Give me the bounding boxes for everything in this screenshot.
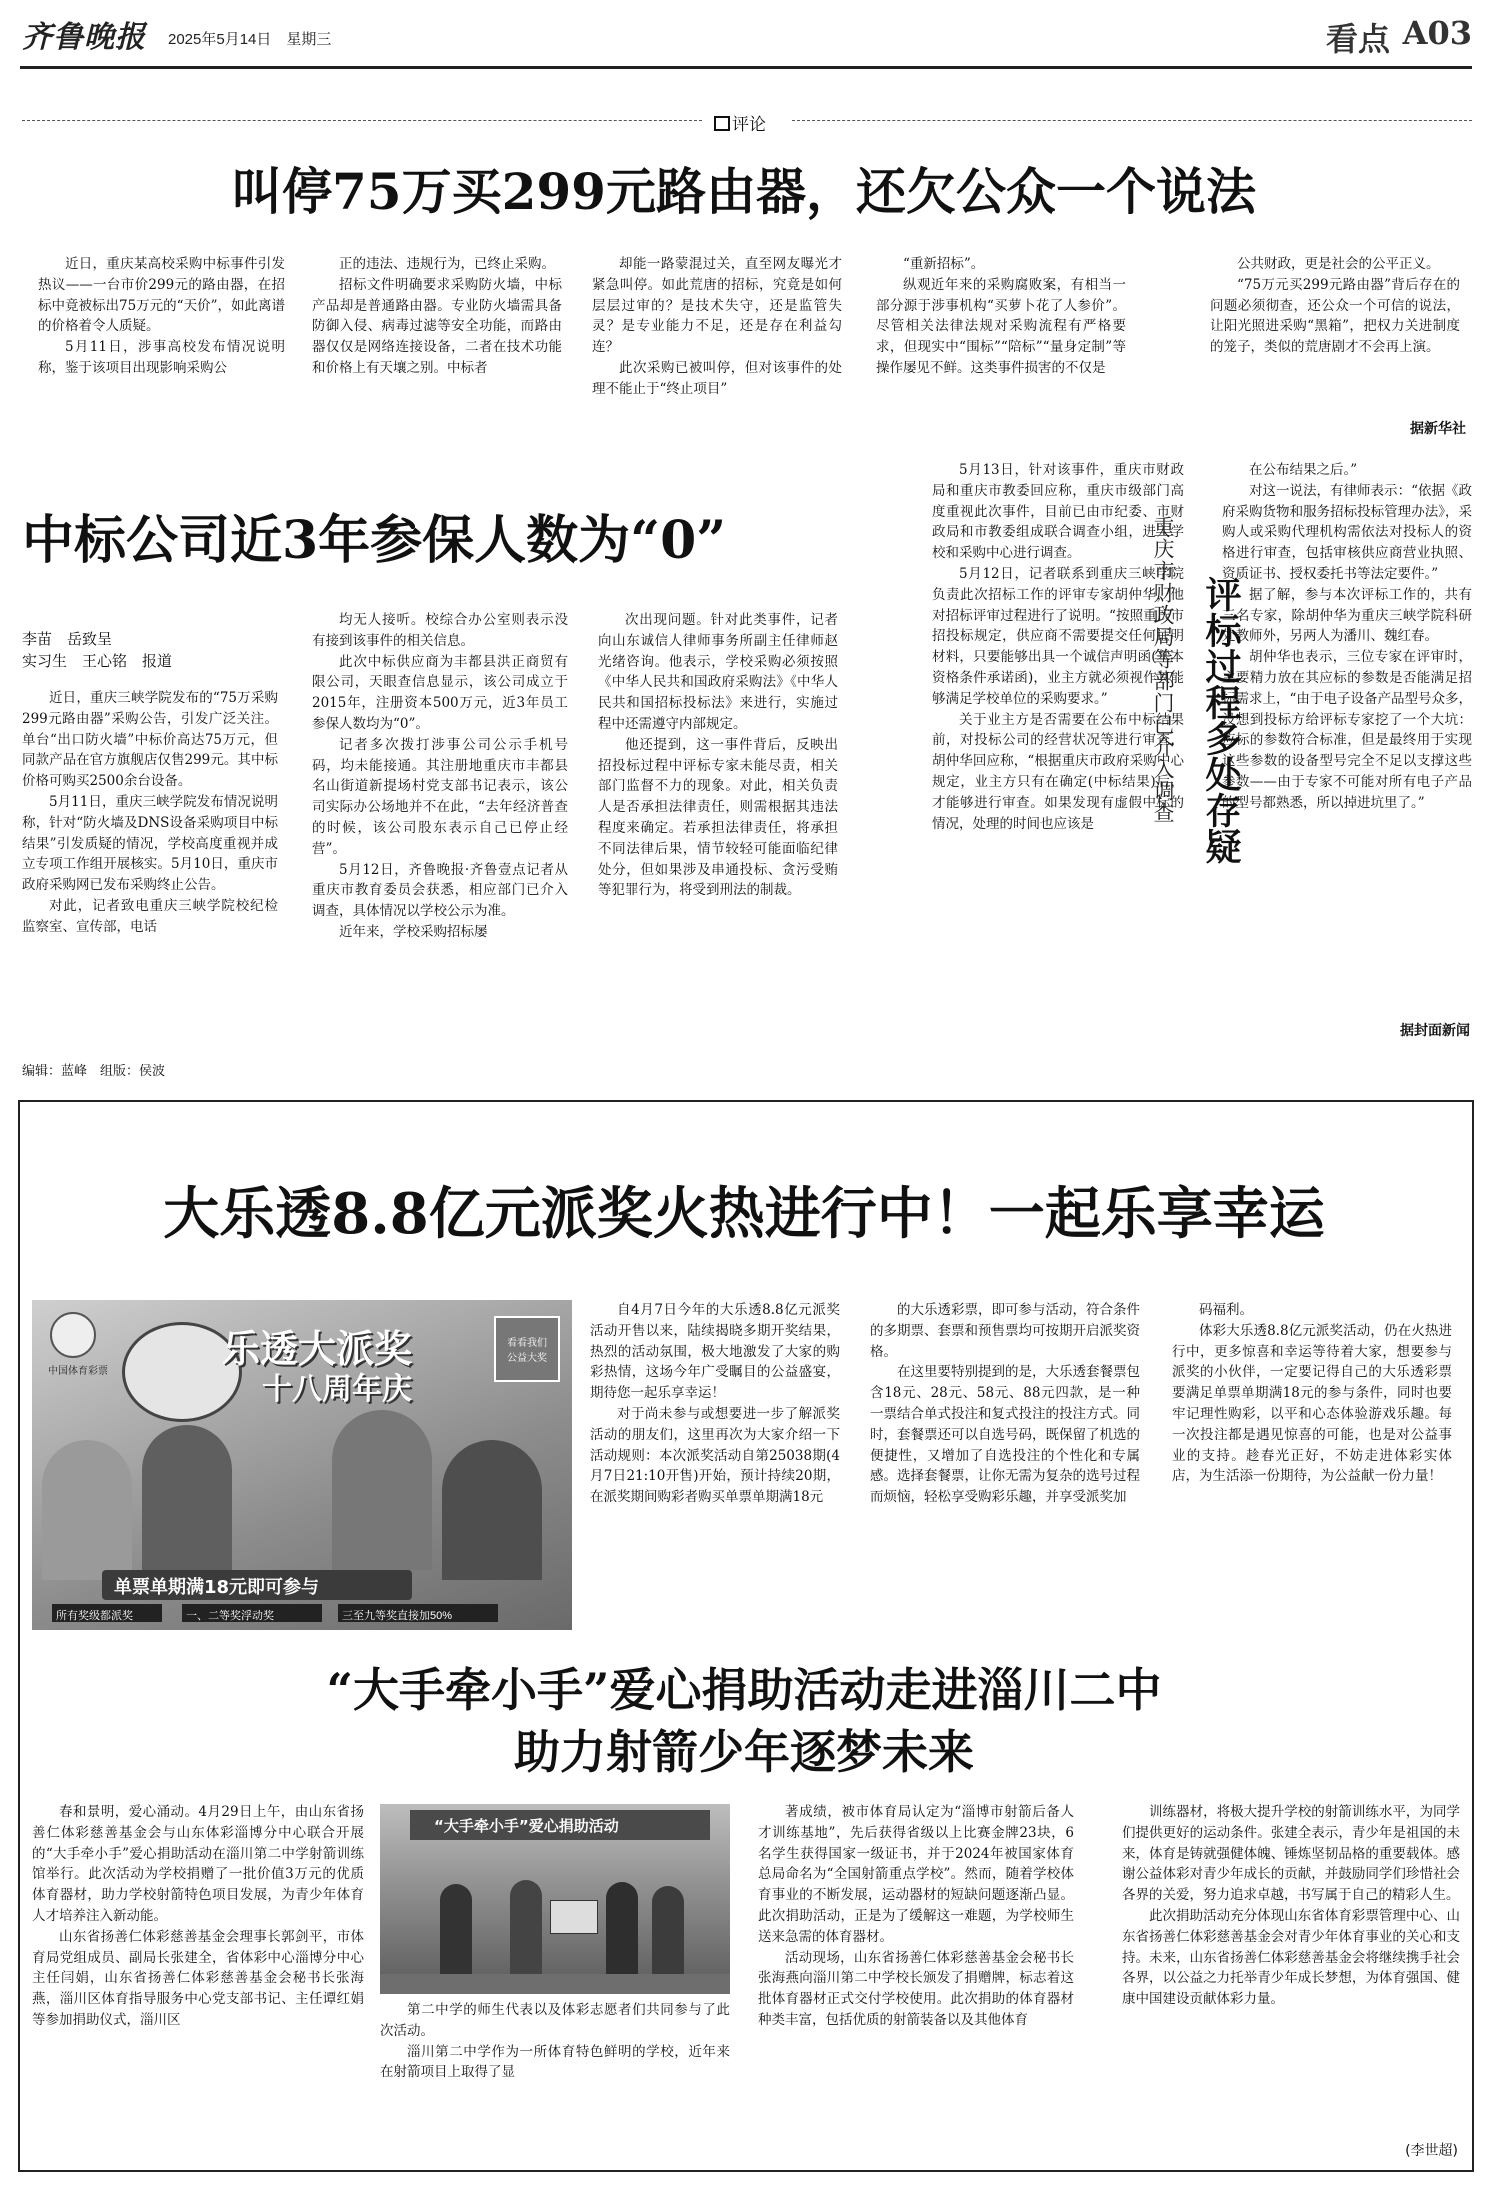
poster-strip-item: 一、二等奖浮动奖 [182,1604,322,1622]
news-col-2 [312,610,568,1040]
person-figure [606,1882,638,1976]
paragraph: “75万元买299元路由器”背后存在的问题必须彻查，还公众一个可信的说法，让阳光照进采购“黑箱”，把权力关进制度的笼子，类似的荒唐剧才不会再上演。 [1210,276,1460,356]
person-figure [42,1440,132,1580]
poster-badge [494,1316,560,1382]
side-source: 据封面新闻 [1400,1023,1470,1039]
paragraph: 著成绩，被市体育局认定为“淄博市射箭后备人才训练基地”，先后获得省级以上比赛金牌23块，6名学生获得国家一级证书，并于2024年被国家体育总局命名为“全国射箭重点学校”。然而，随着学校体育事业的不断发展，运动器材的短缺问题逐渐凸显。此次捐助活动，正是为了缓解这一难题，为学校师生送来急需的体育器材。 [758,1804,1074,1945]
photo-banner-text: “大手牵小手”爱心捐助活动 [434,1817,619,1835]
paragraph: 春和景明，爱心涌动。4月29日上午，由山东省扬善仁体彩慈善基金会与山东体彩淄博分中心联合开展的“大手牵小手”爱心捐助活动在淄川第二中学射箭训练馆举行。此次活动为学校捐赠了一批价值3万元的优质体育器材，助力学校射箭特色项目发展，为青少年体育人才培养注入新动能。 [32,1804,364,1924]
paragraph: 却能一路蒙混过关，直至网友曝光才紧急叫停。如此荒唐的招标，究竟是如何层层过审的？是技术失守，还是监管失灵？是专业能力不足，还是存在利益勾连？ [592,256,842,356]
side-col-2 [1222,460,1472,1020]
section-name: 看点 [1325,20,1390,58]
poster-badge-line1: 看看我们 [507,1338,547,1349]
newspaper-name: 齐鲁晚报 [22,20,146,55]
side-subtitle: 重庆市财政局等部门已介入调查 [1151,516,1175,824]
paragraph: “重新招标”。 [903,256,985,272]
paragraph: 5月11日，涉事高校发布情况说明称，鉴于该项目出现影响采购公 [38,339,285,376]
paragraph: 正的违法、违规行为，已终止采购。 [339,256,555,272]
newspaper-logo [22,12,172,54]
news-col-3 [598,610,838,1040]
paragraph: 山东省扬善仁体彩慈善基金会理事长郭剑平，市体育局党组成员、副局长张建全，省体彩中心淄博分中心主任闫娟，山东省扬善仁体彩慈善基金会秘书长张海燕，淄川区体育指导服务中心党支部书记、主任谭红娟等参加捐助仪式，淄川区 [32,1928,364,2028]
paragraph: 记者多次拨打涉事公司公示手机号码，均未能接通。其注册地重庆市丰都县名山街道新提场村党支部书记表示，该公司实际办公场地并不在此，“去年经济普查的时候，该公司股东表示自己已停止经营”。 [312,736,568,857]
lottery-col-2 [870,1300,1140,1630]
divider-left [22,120,702,121]
poster-banner [102,1570,412,1600]
commentary-col-5 [1210,254,1460,424]
lottery-col-1 [590,1300,840,1630]
side-col-1 [932,460,1184,1040]
paragraph: 均无人接听。校综合办公室则表示没有接到该事件的相关信息。 [312,612,568,649]
person-figure [142,1425,232,1575]
poster-title-1: 乐透大派奖 [222,1327,413,1371]
commentary-headline: 叫停75万买299元路由器，还欠公众一个说法 [232,162,1256,221]
charity-photo [380,1804,730,1994]
commentary-col-4 [876,254,1126,444]
person-figure [440,1884,472,1974]
paragraph: 关于业主方是否需要在公布中标结果前，对投标公司的经营状况等进行审查，胡仲华回应称，“根据重庆市政府采购中心规定，业主方只有在确定(中标结果)后，才能够进行审查。如果发现有虚假中标的情况，处理的时间也应该是 [932,711,1184,832]
comment-icon [714,116,730,131]
divider-right [792,120,1472,121]
paragraph: 次出现问题。针对此类事件，记者向山东诚信人律师事务所副主任律师赵光绪咨询。他表示，学校采购必须按照《中华人民共和国政府采购法》《中华人民共和国招标投标法》来进行，实施过程中还需遵守内部规定。 [598,612,838,732]
person-figure [652,1886,684,1976]
news-byline: 李苗 岳致呈 实习生 王心铭 报道 [22,630,173,670]
paragraph: 5月12日，记者联系到重庆三峡学院负责此次招标工作的评审专家胡仲华，他对招标评审过程进行了说明。“按照重庆市招投标规定，供应商不需要提交任何证明材料，只要能够出具一个诚信声明函(基本资格条件承诺函)，业主方就必须视作其能够满足学校单位的采购要求。” [932,565,1184,707]
paragraph: 5月12日，齐鲁晚报·齐鲁壹点记者从重庆市教育委员会获悉，相应部门已介入调查，具体情况以学校公示为准。 [312,861,568,920]
charity-col-1 [32,1802,364,2164]
paragraph: 近年来，学校采购招标屡 [339,923,488,940]
poster-strip-item: 所有奖级都派奖 [52,1604,162,1622]
editor-credit: 编辑：蓝峰 组版：侯波 [22,1063,166,1078]
commentary-col-1 [38,254,285,444]
paragraph: 淄川第二中学作为一所体育特色鲜明的学校，近年来在射箭项目上取得了显 [380,2043,730,2081]
commentary-col-3 [592,254,842,444]
paragraph: 此次中标供应商为丰都县洪正商贸有限公司，天眼查信息显示，该公司成立于2015年，注册资本500万元，近3年员工参保人数均为“0”。 [312,653,568,732]
charity-col-2 [758,1802,1074,2164]
lottery-logo-icon [50,1312,96,1358]
paragraph: 胡仲华也表示，三位专家在评审时，主要精力放在其应标的参数是否能满足招标需求上，“由于电子设备产品型号众多，没想到投标方给评标专家挖了一个大坑：应标的参数符合标准，但是最终用于实现这些参数的设备型号完全不足以支撑这些参数——由于专家不可能对所有电子产品的型号都熟悉，所以掉进坑里了。” [1222,649,1472,811]
lottery-org: 中国体育彩票 [48,1366,108,1377]
paragraph: 据了解，参与本次评标工作的，共有三名专家，除胡仲华为重庆三峡学院科研处教师外，另两人为潘川、魏红春。 [1222,586,1472,645]
lottery-headline: 大乐透8.8亿元派奖火热进行中！一起乐享幸运 [163,1181,1325,1247]
commentary-tag [714,110,766,135]
paragraph: 训练器材，将极大提升学校的射箭训练水平，为同学们提供更好的运动条件。张建全表示，青少年是祖国的未来，体育是铸就强健体魄、锤炼坚韧品格的重要载体。感谢公益体彩对青少年成长的贡献，并鼓励同学们珍惜社会各界的关爱，努力追求卓越，书写属于自己的精彩人生。 [1122,1804,1460,1904]
paragraph: 对于尚未参与或想要进一步了解派奖活动的朋友们，这里再次为大家介绍一下活动规则：本次派奖活动自第25038期(4月7日21:10开售)开始，预计持续20期，在派奖期间购彩者购买单票单期满18元 [590,1405,840,1506]
lottery-poster [32,1300,572,1630]
paragraph: 纵观近年来的采购腐败案，有相当一部分源于涉事机构“买萝卜花了人参价”。尽管相关法律法规对采购流程有严格要求，但现实中“围标”“陪标”“量身定制”等操作屡见不鲜。这类事件损害的不仅是 [876,276,1126,376]
person-figure [510,1880,542,1976]
paragraph: 对这一说法，有律师表示：“依据《政府采购货物和服务招标投标管理办法》，采购人或采购代理机构需依法对投标人的资格进行审查，包括审核供应商营业执照、资质证书、授权委托书等法定要件。” [1222,482,1472,582]
paragraph: 在公布结果之后。” [1249,462,1358,478]
paragraph: 他还提到，这一事件背后，反映出招投标过程中评标专家未能尽责，相关部门监督不力的现象。对此，相关负责人是否承担法律责任，则需根据其违法程度来确定。若承担法律责任，将承担不同法律后果，情节较轻可能面临纪律处分，但如果涉及串通投标、贪污受贿等犯罪行为，将受到刑法的制裁。 [598,736,838,899]
paragraph: 第二中学的师生代表以及体彩志愿者们共同参与了此次活动。 [380,2002,730,2039]
poster-strip-item: 三至九等奖直接加50% [338,1604,498,1622]
poster-title-2: 十八周年庆 [262,1372,412,1407]
paragraph: 的大乐透彩票，即可参与活动，符合条件的多期票、套票和预售票均可按期开启派奖资格。 [870,1302,1140,1360]
charity-photo-caption [380,2000,730,2164]
person-figure [332,1410,432,1570]
donation-plaque [550,1900,598,1934]
paragraph: 招标文件明确要求采购防火墙，中标产品却是普通路由器。专业防火墙需具备防御入侵、病毒过滤等安全功能，而路由器仅仅是网络连接设备，二者在技术功能和价格上有天壤之别。中标者 [312,276,562,376]
side-title: 评标过程多处存疑 [1200,576,1242,864]
paragraph: 公共财政，更是社会的公平正义。 [1237,256,1440,272]
charity-col-3 [1122,1802,1460,2142]
news-headline: 中标公司近3年参保人数为“0” [22,510,727,571]
poster-banner-text: 单票单期满18元即可参与 [114,1577,320,1598]
paragraph: 近日，重庆某高校采购中标事件引发热议——一台市价299元的路由器，在招标中竟被标出75万元的“天价”，如此离谱的价格着令人质疑。 [38,256,285,335]
paragraph: 对此，记者致电重庆三峡学院校纪检监察室、宣传部，电话 [22,897,278,935]
floor-equipment [380,1974,730,1994]
charity-author: (李世超) [1405,2143,1458,2159]
issue-date: 2025年5月14日 星期三 [168,31,332,48]
lottery-col-3 [1172,1300,1452,1630]
poster-badge-line2: 公益大奖 [507,1353,547,1364]
paragraph: 活动现场，山东省扬善仁体彩慈善基金会秘书长张海燕向淄川第二中学校长颁发了捐赠牌，标志着这批体育器材正式交付学校使用。此次捐助的体育器材种类丰富，包括优质的射箭装备以及其他体育 [758,1949,1074,2028]
charity-headline-1: “大手牵小手”爱心捐助活动走进淄川二中 [326,1663,1162,1717]
paragraph: 自4月7日今年的大乐透8.8亿元派奖活动开售以来，陆续揭晓多期开奖结果，热烈的活动氛围，极大地激发了大家的购彩热情，这场今年广受瞩目的公益盛宴，期待您一起乐享幸运！ [590,1302,840,1402]
masthead-rule [20,66,1472,69]
commentary-col-2 [312,254,562,444]
person-figure [442,1440,542,1580]
paragraph: 5月13日，针对该事件，重庆市财政局和重庆市教委回应称，重庆市级部门高度重视此次事件，目前已由市纪委、市财政局和市教委组成联合调查小组，进入学校和采购中心进行调查。 [932,462,1184,562]
paragraph: 5月11日，重庆三峡学院发布情况说明称，针对“防火墙及DNS设备采购项目中标结果”引发质疑的情况，学校高度重视并成立专项工作组开展核实。5月10日，重庆市政府采购网已发布采购终止公告。 [22,793,278,894]
paragraph: 此次采购已被叫停，但对该事件的处理不能止于“终止项目” [592,359,842,397]
paragraph: 在这里要特别提到的是，大乐透套餐票包含18元、28元、58元、88元四款，是一种一票结合单式投注和复式投注的投注方式。同时，套餐票还可以自选号码，既保留了机选的便捷性，又增加了自选投注的个性化和专属感。选择套餐票，让你无需为复杂的选号过程而烦恼，轻松享受购彩乐趣，并享受派奖加 [870,1364,1140,1506]
paragraph: 码福利。 [1199,1302,1253,1318]
photo-event-banner [410,1810,710,1840]
charity-headline-2: 助力射箭少年逐梦未来 [514,1725,974,1779]
news-col-1 [22,688,278,1038]
paragraph: 此次捐助活动充分体现山东省体育彩票管理中心、山东省扬善仁体彩慈善基金会对青少年体育事业的关心和支持。未来，山东省扬善仁体彩慈善基金会将继续携手社会各界，以公益之力托举青少年成长梦想，为体育强国、健康中国建设贡献体彩力量。 [1122,1907,1460,2008]
commentary-source: 据新华社 [1410,421,1466,437]
paragraph: 体彩大乐透8.8亿元派奖活动，仍在火热进行中，更多惊喜和幸运等待着大家，想要参与派奖的小伙伴，一定要记得自己的大乐透彩票要满足单票单期满18元的参与条件，同时也要牢记理性购彩，以平和心态体验游戏乐趣。每一次投注都是遇见惊喜的可能，也是对公益事业的支持。趁春光正好，不妨走进体彩实体店，为生活添一份期待，为公益献一份力量！ [1172,1322,1452,1485]
page-number: A03 [1402,14,1472,52]
commentary-tag-label: 评论 [732,115,766,134]
paragraph: 近日，重庆三峡学院发布的“75万采购299元路由器”采购公告，引发广泛关注。单台“出口防火墙”中标价高达75万元，但同款产品在官方旗舰店仅售299元。其中标价格可购买2500余台设备。 [22,690,278,790]
